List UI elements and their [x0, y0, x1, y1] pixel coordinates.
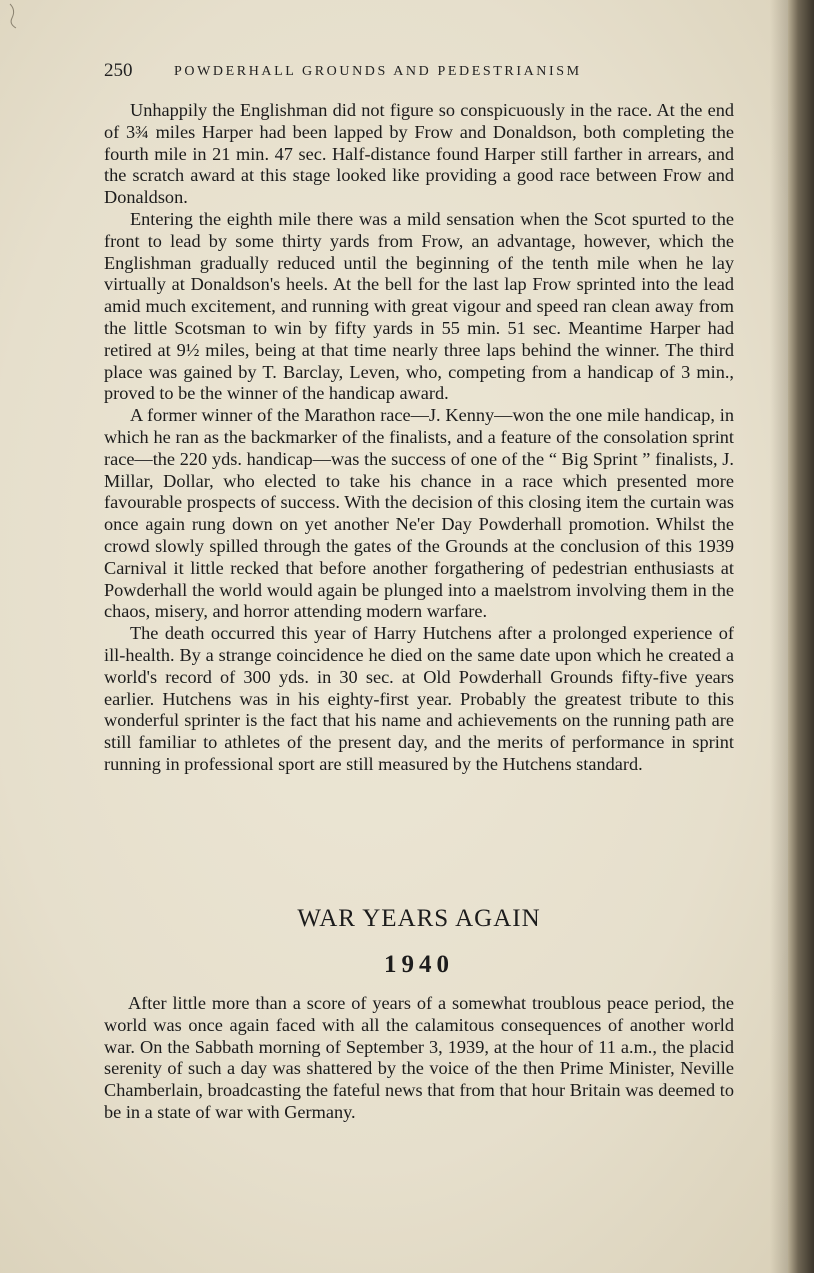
- section-body-text: [104, 993, 734, 1124]
- section-paragraph: After little more than a score of years of a somewhat troublous peace period, the world was once again faced with all the calamitous consequences of another world war. On the Sabbath morning of September 3, 1939, at the hour of 11 a.m., the placid serenity of such a day was shattered by the voice of the then Prime Minister, Neville Chamberlain, broadcasting the fateful news that from that hour Britain was deemed to be in a state of war with Germany.: [104, 993, 734, 1122]
- body-text: [104, 100, 734, 776]
- paragraph-1: Unhappily the Englishman did not figure so conspicuously in the race. At the end of 3¾ miles Harper had been lapped by Frow and Donaldson, both completing the fourth mile in 21 min. 47 sec. Half-distance found Harper still farther in arrears, and the scratch award at this stage looked like providing a good race between Frow and Donaldson.: [104, 100, 734, 208]
- paragraph-2: Entering the eighth mile there was a mild sensation when the Scot spurted to the front to lead by some thirty yards from Frow, an advantage, however, which the Englishman gradually reduced until the beginning of the tenth mile when he lay virtually at Donaldson's heels. At the bell for the last lap Frow sprinted into the lead amid much excitement, and running with great vigour and speed ran clean away from the little Scotsman to win by fifty yards in 55 min. 51 sec. Meantime Harper had retired at 9½ miles, being at that time nearly three laps behind the winner. The third place was gained by T. Barclay, Leven, who, competing from a handicap of 3 min., proved to be the winner of the handicap award.: [104, 208, 734, 404]
- book-spine: [788, 0, 814, 1273]
- gutter-shadow: [770, 0, 788, 1273]
- page-header: [104, 60, 734, 84]
- section-heading: WAR YEARS AGAIN: [297, 905, 541, 932]
- page-number: 250: [104, 60, 133, 81]
- year-heading: 1940: [384, 951, 454, 978]
- paragraph-3: A former winner of the Marathon race—J. Kenny—won the one mile handicap, in which he ran as the backmarker of the finalists, and a feature of the consolation sprint race—the 220 yds. handicap—was the success of one of the “ Big Sprint ” finalists, J. Millar, Dollar, who elected to take his chance in a race which presented more favourable prospects of success. With the decision of this closing item the curtain was once again rung down on yet another Ne'er Day Powderhall promotion. Whilst the crowd slowly spilled through the gates of the Grounds at the conclusion of this 1939 Carnival it little recked that before another forgathering of pedestrian enthusiasts at Powderhall the world would again be plunged into a maelstrom involving them in the chaos, misery, and horror attending modern warfare.: [104, 405, 734, 622]
- paragraph-4: The death occurred this year of Harry Hutchens after a prolonged experience of ill-health. By a strange coincidence he died on the same date upon which he created a world's record of 300 yds. in 30 sec. at Old Powderhall Grounds fifty-five years earlier. Hutchens was in his eighty-first year. Probably the greatest tribute to this wonderful sprinter is the fact that his name and achievements on the running path are still familiar to athletes of the present day, and the merits of performance in sprint running in professional sport are still measured by the Hutchens standard.: [104, 623, 734, 774]
- running-title: POWDERHALL GROUNDS AND PEDESTRIANISM: [174, 64, 582, 79]
- pencil-mark: [4, 0, 26, 30]
